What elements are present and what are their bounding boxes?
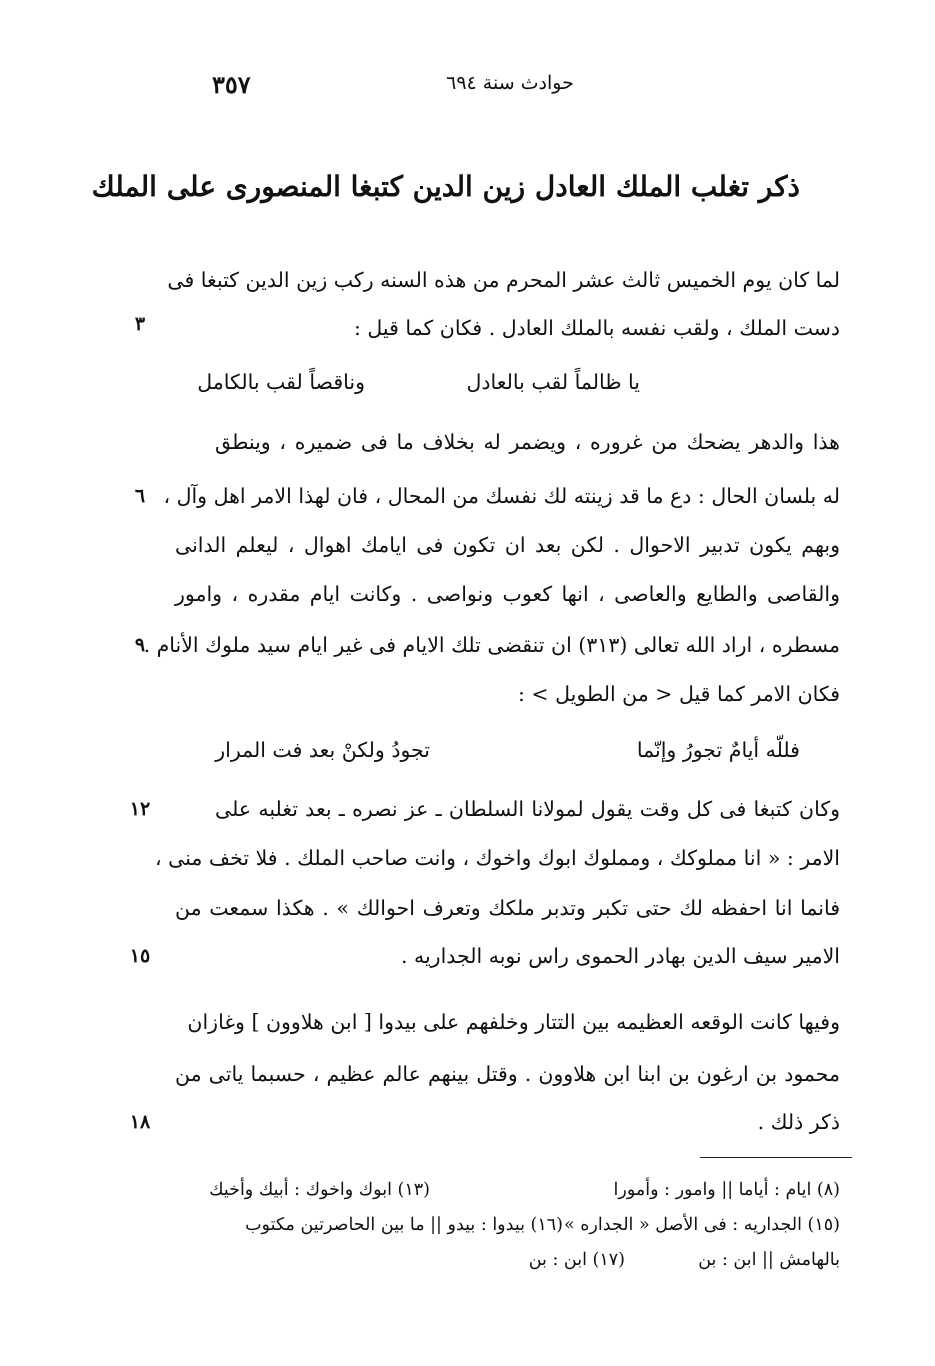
verse-hemistich: فللّه أيامٌ تجورُ وإنّما	[636, 738, 800, 762]
footnote: (١٥) الجداريه : فى الأصل « الجداره »	[563, 1215, 840, 1235]
text-line: والقاصى والطايع والعاصى ، انها كعوب ونواصى . وكانت ايام مقدره ، وامور	[175, 582, 840, 606]
line-number: ٣	[134, 313, 146, 335]
text-line: ذكر ذلك .	[757, 1110, 840, 1134]
line-number: ٩	[134, 634, 146, 656]
text-line: فانما انا احفظه لك حتى تكبر وتدبر ملكك وتعرف احوالك » . هكذا سمعت من	[175, 896, 840, 920]
verse-hemistich: وناقصاً لقب بالكامل	[197, 370, 365, 394]
text-line: مسطره ، اراد الله تعالى (٣١٣) ان تنقضى تلك الايام فى غير ايام سيد ملوك الأنام .	[143, 633, 840, 657]
text-line: دست الملك ، ولقب نفسه بالملك العادل . فكان كما قيل :	[353, 316, 840, 340]
footnote: (١٣) ابوك واخوك : أبيك وأخيك	[209, 1180, 430, 1200]
verse-hemistich: تجودُ ولكنْ بعد فت المرار	[215, 738, 430, 762]
text-line: الامير سيف الدين بهادر الحموى راس نوبه الجداريه .	[400, 944, 840, 968]
text-line: وبهم يكون تدبير الاحوال . لكن بعد ان تكون فى ايامك اهوال ، ليعلم الدانى	[175, 533, 840, 557]
line-number: ١٢	[129, 798, 151, 820]
section-title: ذكر تغلب الملك العادل زين الدين كتبغا المنصورى على الملك	[91, 170, 800, 203]
verse-hemistich: يا ظالماً لقب بالعادل	[466, 370, 640, 394]
text-line: لما كان يوم الخميس ثالث عشر المحرم من هذه السنه ركب زين الدين كتبغا فى	[167, 268, 840, 292]
text-line: له بلسان الحال : دع ما قد زينته لك نفسك من المحال ، فان لهذا الامر اهل وآل ،	[163, 484, 840, 508]
footnote: (١٦) بيدوا : بيدو || ما بين الحاصرتين مكتوب	[245, 1215, 563, 1235]
line-number: ١٨	[129, 1111, 151, 1133]
footnote: (٨) ايام : أياما || وامور : وأمورا	[613, 1180, 840, 1200]
text-line: وكان كتبغا فى كل وقت يقول لمولانا السلطان ـ عز نصره ـ بعد تغلبه على	[215, 797, 840, 821]
footnote: (١٧) ابن : بن	[528, 1250, 625, 1270]
running-title: حوادث سنة ٦٩٤	[446, 72, 574, 94]
page-number: ٣٥٧	[212, 70, 251, 99]
text-line: محمود بن ارغون بن ابنا ابن هلاوون . وقتل بينهم عالم عظيم ، حسبما ياتى من	[175, 1062, 840, 1086]
footnote-divider	[700, 1157, 852, 1158]
text-line: فكان الامر كما قيل < من الطويل > :	[517, 682, 840, 706]
line-number: ١٥	[129, 945, 151, 967]
text-line: الامر : « انا مملوكك ، ومملوك ابوك واخوك ، وانت صاحب الملك . فلا تخف منى ،	[155, 846, 840, 870]
text-line: وفيها كانت الوقعه العظيمه بين التتار وخلفهم على بيدوا [ ابن هلاوون ] وغازان	[187, 1010, 840, 1034]
text-line: هذا والدهر يضحك من غروره ، ويضمر له بخلاف ما فى ضميره ، وينطق	[215, 430, 840, 454]
footnote: بالهامش || ابن : بن	[698, 1250, 840, 1270]
line-number: ٦	[134, 485, 146, 507]
